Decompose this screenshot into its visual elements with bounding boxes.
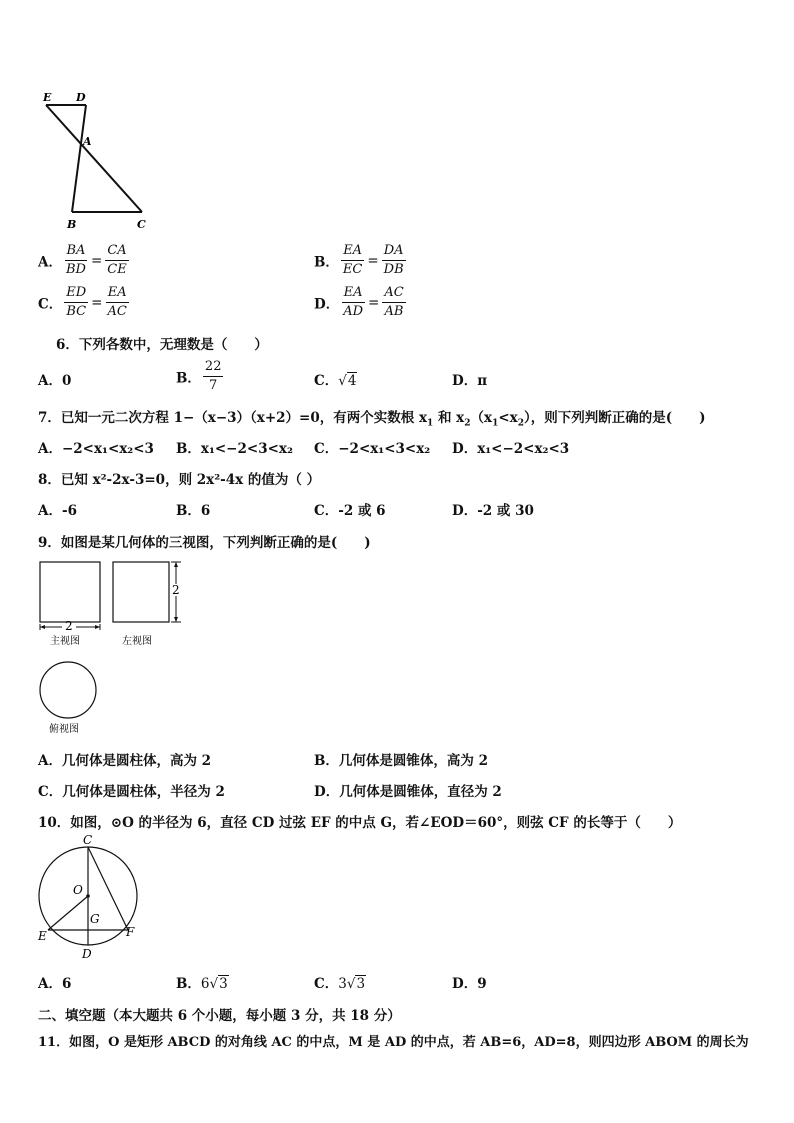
three-views-figure-q9 — [36, 558, 196, 738]
q7-stem: 7．已知一元二次方程 1−（x−3）（x+2）=0，有两个实数根 $x_1$ 和 $x_2(x_1<x_2)$，则下列判断正确的是( ) — [38, 410, 706, 429]
fraction: $\frac{ED}{BC}$ — [66, 285, 87, 319]
radicand: 4 — [347, 373, 357, 389]
q10-option-b[interactable]: B．6√3 — [176, 976, 228, 992]
fraction: $\frac{CA}{CE}$ — [107, 243, 127, 277]
option-label: B． — [176, 370, 201, 387]
label-O: O — [73, 883, 83, 897]
q5-option-d[interactable]: D． $\frac{EA}{AD}$ = $\frac{AC}{AB}$ — [314, 285, 404, 319]
q5-option-c[interactable]: C． $\frac{ED}{BC}$ = $\frac{EA}{AC}$ — [38, 285, 127, 319]
q8-option-c[interactable]: C．-2 或 6 — [314, 503, 386, 519]
label-E: E — [38, 929, 47, 943]
fraction: $\frac{BA}{BD}$ — [65, 243, 86, 277]
fraction: $\frac{EA}{EC}$ — [342, 243, 363, 277]
q9-option-a[interactable]: A．几何体是圆柱体，高为 2 — [38, 753, 212, 769]
sqrt-icon: √ — [338, 373, 347, 389]
q7-option-b[interactable]: B．x₁<−2<3<x₂ — [176, 441, 293, 457]
q5-option-a[interactable]: A． $\frac{BA}{BD}$ = $\frac{CA}{CE}$ — [38, 243, 127, 277]
q8-stem: 8．已知 x²-2x-3=0，则 2x²-4x 的值为（ ） — [38, 472, 321, 488]
q9-stem: 9．如图是某几何体的三视图，下列判断正确的是( ) — [38, 535, 371, 551]
label-E: E — [43, 91, 52, 104]
label-C: C — [83, 833, 93, 847]
segment-OE — [48, 896, 88, 930]
label-D: D — [82, 947, 92, 961]
fraction: $\frac{DA}{DB}$ — [383, 243, 404, 277]
fraction: $\frac{AC}{AB}$ — [384, 285, 404, 319]
q8-option-b[interactable]: B．6 — [176, 503, 211, 519]
label-D: D — [76, 91, 86, 104]
q11-stem: 11．如图，O 是矩形 ABCD 的对角线 AC 的中点，M 是 AD 的中点，若 AB=6，AD=8，则四边形 ABOM 的周长为 — [38, 1035, 749, 1050]
label-A: A — [83, 135, 92, 148]
q6-option-d[interactable]: D．π — [452, 373, 488, 389]
top-view-circle — [40, 662, 96, 718]
sqrt-icon: √ — [346, 976, 356, 992]
q8-option-d[interactable]: D．-2 或 30 — [452, 503, 534, 519]
q10-option-a[interactable]: A．6 — [38, 976, 72, 992]
q8-option-a[interactable]: A．-6 — [38, 503, 77, 519]
q6-option-b[interactable] — [176, 358, 225, 395]
fraction: $\frac{EA}{AD}$ — [343, 285, 364, 319]
option-label: A． — [38, 254, 62, 271]
q7-option-d[interactable]: D．x₁<−2<x₂<3 — [452, 441, 570, 457]
q10-option-c[interactable]: C．3√3 — [314, 976, 366, 992]
label-F: F — [126, 925, 135, 939]
label-G: G — [90, 912, 100, 926]
sqrt-icon: √ — [209, 976, 219, 992]
fraction: $\frac{EA}{AC}$ — [107, 285, 127, 319]
dim-left: 2 — [172, 583, 180, 597]
q5-option-b[interactable]: B． $\frac{EA}{EC}$ = $\frac{DA}{DB}$ — [314, 243, 404, 277]
q9-option-d[interactable]: D．几何体是圆锥体，直径为 2 — [314, 784, 502, 800]
top-view-label: 俯视图 — [49, 724, 79, 735]
section-heading-fill-in: 二、填空题（本大题共 6 个小题，每小题 3 分，共 18 分） — [38, 1008, 401, 1024]
q7-option-a[interactable]: A．−2<x₁<x₂<3 — [38, 441, 154, 457]
circle-figure-q10 — [34, 832, 146, 962]
q10-stem: 10．如图，⊙O 的半径为 6，直径 CD 过弦 EF 的中点 G，若∠EOD＝60°，则弦 CF 的长等于（ ） — [38, 815, 682, 831]
option-label: B． — [314, 254, 339, 271]
q9-option-b[interactable]: B．几何体是圆锥体，高为 2 — [314, 753, 489, 769]
front-view-label: 主视图 — [50, 636, 80, 647]
q9-option-c[interactable]: C．几何体是圆柱体，半径为 2 — [38, 784, 225, 800]
option-label: D． — [314, 296, 340, 313]
dim-front: 2 — [65, 619, 73, 633]
left-view-square — [113, 562, 169, 622]
front-view-square — [40, 562, 100, 622]
label-C: C — [137, 218, 146, 231]
left-view-label: 左视图 — [122, 636, 152, 647]
q10-option-d[interactable]: D．9 — [452, 976, 487, 992]
q6-option-a[interactable]: A．0 — [38, 373, 72, 389]
option-label: C． — [38, 296, 63, 313]
option-label: C． — [314, 373, 339, 389]
q7-option-c[interactable]: C．−2<x₁<3<x₂ — [314, 441, 431, 457]
q6-stem: 6．下列各数中，无理数是（ ） — [56, 337, 268, 353]
q6-option-c[interactable] — [314, 369, 357, 389]
fraction: $\frac{22}{7}$ — [204, 359, 222, 393]
triangle-figure-q5 — [38, 88, 158, 236]
label-B: B — [67, 218, 77, 231]
